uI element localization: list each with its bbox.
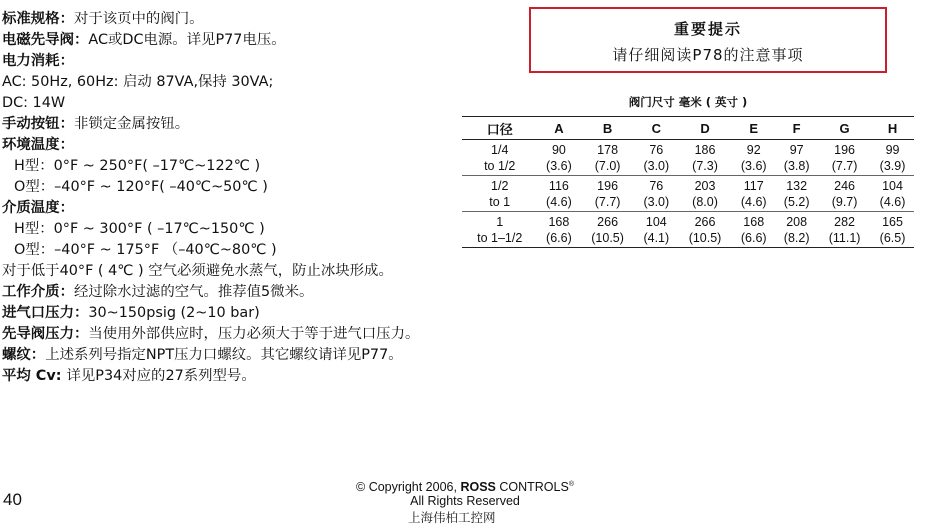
cell-value-mm: 165 bbox=[882, 215, 903, 229]
dimension-cell bbox=[775, 176, 818, 212]
column-header: D bbox=[678, 117, 733, 140]
spec-line bbox=[2, 9, 522, 30]
dimension-cell bbox=[775, 140, 818, 176]
spec-label: 电磁先导阀： bbox=[2, 32, 89, 48]
spec-label: 介质温度： bbox=[2, 200, 74, 216]
spec-line bbox=[2, 51, 522, 72]
cell-value-inch: to 1 bbox=[489, 195, 511, 209]
spec-label: 手动按钮： bbox=[2, 116, 74, 132]
dimension-table-header bbox=[462, 117, 914, 140]
spec-text: DC: 14W bbox=[2, 95, 66, 111]
spec-text: 经过除水过滤的空气。推荐值5微米。 bbox=[73, 284, 314, 300]
cell-value-mm: 266 bbox=[597, 215, 619, 229]
cell-value-inch: (4.1) bbox=[643, 231, 670, 245]
spec-line bbox=[2, 324, 522, 345]
watermark-text: 上海伟柏工控网 bbox=[408, 510, 496, 525]
notice-title: 重要提示 bbox=[673, 20, 742, 38]
dimension-table-title: 阀门尺寸 毫米 ( 英寸 ) bbox=[628, 95, 748, 109]
spec-label: 环境温度： bbox=[2, 137, 74, 153]
column-header: 口径 bbox=[462, 117, 537, 140]
dimension-cell bbox=[732, 176, 775, 212]
dimension-cell bbox=[537, 140, 580, 176]
port-size-cell bbox=[462, 212, 537, 248]
cell-value-inch: (4.6) bbox=[879, 195, 906, 209]
cell-value-inch: (3.8) bbox=[783, 159, 810, 173]
spec-label: 进气口压力： bbox=[2, 305, 89, 321]
cell-value-mm: 104 bbox=[882, 179, 903, 193]
cell-value-mm: 92 bbox=[746, 143, 761, 157]
spec-text: H型：0°F ~ 250°F( –17℃~122℃ ) bbox=[14, 158, 261, 174]
spec-text: 对于低于40°F ( 4℃ ) 空气必须避免水蒸气，防止冰块形成。 bbox=[2, 263, 393, 279]
column-header: E bbox=[732, 117, 775, 140]
cell-value-inch: to 1–1/2 bbox=[477, 231, 523, 245]
important-notice-box bbox=[529, 7, 887, 73]
dimension-cell bbox=[537, 212, 580, 248]
spec-text: AC: 50Hz, 60Hz: 启动 87VA,保持 30VA; bbox=[2, 74, 274, 90]
dimension-table bbox=[462, 116, 914, 248]
spec-list bbox=[2, 9, 522, 387]
brand-suffix: CONTROLS bbox=[495, 480, 569, 495]
cell-value-mm: 186 bbox=[694, 143, 716, 157]
table-row bbox=[462, 140, 914, 176]
cell-value-mm: 168 bbox=[743, 215, 765, 229]
cell-value-mm: 266 bbox=[694, 215, 716, 229]
spec-label: 螺纹： bbox=[2, 347, 46, 363]
spec-line bbox=[2, 72, 522, 93]
cell-value-inch: (6.6) bbox=[546, 231, 572, 245]
spec-text: AC或DC电源。详见P77电压。 bbox=[88, 32, 286, 48]
spec-text: O型：–40°F ~ 175°F （–40℃~80℃ ) bbox=[14, 242, 277, 258]
dimension-cell bbox=[871, 140, 914, 176]
cell-value-inch: (11.1) bbox=[828, 231, 861, 245]
dimension-cell bbox=[871, 212, 914, 248]
brand-name: ROSS bbox=[460, 480, 496, 495]
cell-value-inch: (7.0) bbox=[594, 159, 621, 173]
port-size-cell bbox=[462, 140, 537, 176]
dimension-cell bbox=[537, 176, 580, 212]
dimension-cell bbox=[818, 212, 871, 248]
dimension-cell bbox=[580, 212, 635, 248]
cell-value-mm: 1 bbox=[496, 215, 504, 229]
cell-value-inch: (3.6) bbox=[740, 159, 767, 173]
dimension-cell bbox=[678, 176, 733, 212]
spec-line bbox=[2, 240, 522, 261]
spec-text: 当使用外部供应时，压力必须大于等于进气口压力。 bbox=[88, 326, 420, 342]
cell-value-mm: 117 bbox=[743, 179, 764, 193]
dimension-cell bbox=[818, 176, 871, 212]
dimension-cell bbox=[678, 212, 733, 248]
spec-line bbox=[2, 135, 522, 156]
cell-value-mm: 196 bbox=[834, 143, 855, 157]
cell-value-inch: (4.6) bbox=[740, 195, 767, 209]
cell-value-inch: (10.5) bbox=[591, 231, 624, 245]
spec-text: 上述系列号指定NPT压力口螺纹。其它螺纹请详见P77。 bbox=[45, 347, 403, 363]
cell-value-inch: (8.2) bbox=[783, 231, 810, 245]
cell-value-inch: (8.0) bbox=[692, 195, 718, 209]
copyright-notice bbox=[330, 478, 600, 508]
dimension-cell bbox=[871, 176, 914, 212]
cell-value-mm: 178 bbox=[597, 143, 619, 157]
cell-value-inch: (9.7) bbox=[831, 195, 858, 209]
cell-value-inch: (5.2) bbox=[783, 195, 810, 209]
spec-line bbox=[2, 345, 522, 366]
spec-text: 30~150psig (2~10 bar) bbox=[88, 305, 260, 321]
port-size-cell bbox=[462, 176, 537, 212]
table-row bbox=[462, 176, 914, 212]
spec-text: 对于该页中的阀门。 bbox=[73, 11, 204, 27]
registered-mark: ® bbox=[568, 481, 574, 488]
dimension-cell bbox=[580, 176, 635, 212]
spec-line bbox=[2, 156, 522, 177]
spec-line bbox=[2, 177, 522, 198]
spec-text: 非锁定金属按钮。 bbox=[73, 116, 190, 132]
rights-reserved: All Rights Reserved bbox=[410, 494, 520, 509]
spec-line bbox=[2, 93, 522, 114]
spec-label: 电力消耗： bbox=[2, 53, 74, 69]
spec-label: 标准规格： bbox=[2, 11, 74, 27]
cell-value-inch: (3.0) bbox=[643, 195, 670, 209]
dimension-cell bbox=[775, 212, 818, 248]
cell-value-mm: 1/4 bbox=[491, 143, 509, 157]
spec-line bbox=[2, 198, 522, 219]
cell-value-mm: 76 bbox=[649, 179, 664, 193]
cell-value-mm: 97 bbox=[789, 143, 804, 157]
copyright-prefix: © Copyright 2006, bbox=[356, 480, 461, 495]
notice-text: 请仔细阅读P78的注意事项 bbox=[612, 46, 804, 64]
column-header: A bbox=[537, 117, 580, 140]
dimension-cell bbox=[635, 176, 678, 212]
cell-value-inch: (6.6) bbox=[740, 231, 767, 245]
column-header: C bbox=[635, 117, 678, 140]
column-header: H bbox=[871, 117, 914, 140]
cell-value-inch: (7.7) bbox=[831, 159, 858, 173]
cell-value-inch: (3.9) bbox=[879, 159, 906, 173]
cell-value-mm: 116 bbox=[548, 179, 569, 193]
cell-value-mm: 76 bbox=[649, 143, 664, 157]
dimension-cell bbox=[732, 140, 775, 176]
table-row bbox=[462, 212, 914, 248]
cell-value-mm: 104 bbox=[645, 215, 667, 229]
cell-value-inch: (10.5) bbox=[688, 231, 722, 245]
cell-value-mm: 1/2 bbox=[491, 179, 509, 193]
dimension-cell bbox=[732, 212, 775, 248]
page-number: 40 bbox=[3, 490, 22, 509]
spec-line bbox=[2, 114, 522, 135]
cell-value-inch: to 1/2 bbox=[484, 159, 516, 173]
spec-label: 平均 Cv: bbox=[2, 368, 67, 384]
dimension-cell bbox=[678, 140, 733, 176]
spec-line bbox=[2, 366, 522, 387]
spec-line bbox=[2, 261, 522, 282]
spec-text: H型：0°F ~ 300°F ( –17℃~150℃ ) bbox=[14, 221, 265, 237]
cell-value-mm: 208 bbox=[786, 215, 808, 229]
spec-text: O型：–40°F ~ 120°F( –40℃~50℃ ) bbox=[14, 179, 268, 195]
cell-value-mm: 99 bbox=[885, 143, 900, 157]
cell-value-mm: 132 bbox=[786, 179, 808, 193]
cell-value-mm: 203 bbox=[694, 179, 716, 193]
spec-line bbox=[2, 30, 522, 51]
cell-value-inch: (7.3) bbox=[692, 159, 718, 173]
column-header: B bbox=[580, 117, 635, 140]
dimension-cell bbox=[580, 140, 635, 176]
cell-value-inch: (7.7) bbox=[594, 195, 621, 209]
cell-value-inch: (3.6) bbox=[546, 159, 572, 173]
cell-value-mm: 282 bbox=[834, 215, 855, 229]
spec-label: 工作介质： bbox=[2, 284, 74, 300]
cell-value-inch: (6.5) bbox=[879, 231, 906, 245]
column-header: F bbox=[775, 117, 818, 140]
spec-line bbox=[2, 282, 522, 303]
spec-line bbox=[2, 303, 522, 324]
cell-value-inch: (4.6) bbox=[546, 195, 572, 209]
cell-value-inch: (3.0) bbox=[643, 159, 670, 173]
spec-line bbox=[2, 219, 522, 240]
spec-label: 先导阀压力： bbox=[2, 326, 89, 342]
dimension-cell bbox=[818, 140, 871, 176]
column-header: G bbox=[818, 117, 871, 140]
spec-text: 详见P34对应的27系列型号。 bbox=[66, 368, 256, 384]
cell-value-mm: 168 bbox=[548, 215, 570, 229]
cell-value-mm: 246 bbox=[834, 179, 855, 193]
dimension-cell bbox=[635, 212, 678, 248]
cell-value-mm: 196 bbox=[597, 179, 619, 193]
cell-value-mm: 90 bbox=[551, 143, 566, 157]
dimension-cell bbox=[635, 140, 678, 176]
